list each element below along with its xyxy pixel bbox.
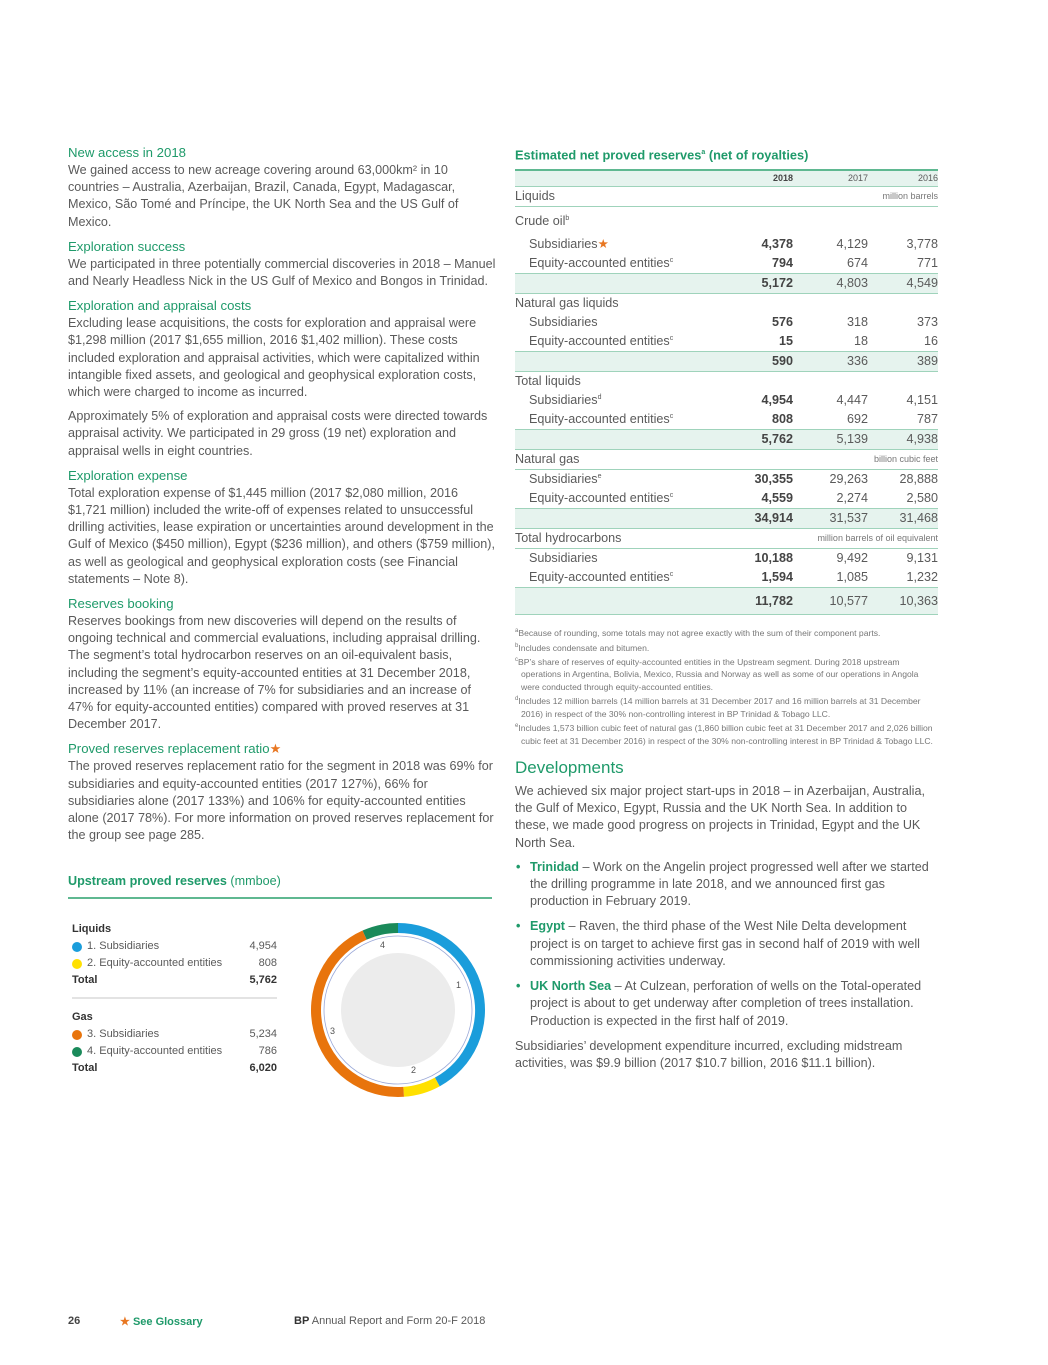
legend-total-label: Total (72, 1062, 98, 1074)
glossary-link[interactable]: ★ See Glossary (120, 1316, 203, 1328)
group-label: Total hydrocarbons (515, 529, 698, 549)
segment-label-2: 2 (411, 1065, 417, 1075)
table-row: Equity-accounted entities$^c$ 794 674 771 (529, 256, 938, 271)
unit-label: million barrels (698, 187, 938, 207)
footnote-marker: a (701, 149, 706, 156)
unit-row (515, 450, 938, 470)
total-row: 11,782 10,577 10,363 (515, 588, 938, 615)
group-row (515, 294, 938, 314)
legend-value: 5,234 (249, 1028, 277, 1040)
total-row: 34,914 31,537 31,468 (515, 509, 938, 529)
table-row: Equity-accounted entities$^c$ 15 18 16 (529, 334, 938, 349)
donut-center (341, 953, 455, 1067)
section-reserves-booking (68, 595, 496, 733)
chart-title-text: Upstream proved reserves (68, 874, 227, 888)
yellow-dot-icon (72, 959, 82, 969)
section-new-access (68, 144, 496, 231)
chart-title (68, 873, 492, 899)
group-row (515, 372, 938, 392)
total-row: 5,172 4,803 4,549 (515, 274, 938, 294)
group-row: Crude oil$^b$ (515, 214, 570, 229)
table-row: Subsidiaries★ 4,378 4,129 3,778 (529, 237, 938, 252)
page-number: 26 (68, 1315, 81, 1327)
legend-label: 2. Equity-accounted entities (87, 957, 223, 969)
legend-label: 1. Subsidiaries (87, 940, 160, 952)
group-label: Crude oil (515, 214, 566, 229)
section-paragraph: The proved reserves replacement ratio for the segment in 2018 was 69% for subsidiaries and equity-accounted entities (2017 127%), 66% for subsidiaries alone (2017 133%) and 106% for equity-accounted entities alone (2017 78%). For more information on proved reserves replacement for the group see page 285. (68, 759, 494, 843)
report-title: BP Annual Report and Form 20-F 2018 (294, 1315, 486, 1327)
legend-value: 786 (258, 1045, 277, 1057)
section-exploration-appraisal-costs (68, 297, 496, 460)
legend-total (72, 972, 277, 989)
bullet-icon: • (516, 979, 521, 994)
footnote: $^b$Includes condensate and bitumen. (515, 642, 650, 653)
group-label: Natural gas liquids (515, 296, 619, 311)
chart-legend (72, 921, 277, 1077)
legend-total-value: 5,762 (249, 974, 277, 986)
footnote: $^e$Includes 1,573 billion cubic feet of natural gas (1,860 billion cubic feet at 31 December 2017 and 2,026 billion cubic feet at 31 December 2016) in respect of the 30% non-controlling interest in BP Trinidad & Tobago LLC. (515, 723, 933, 746)
col-header-2016: 2016 (868, 170, 938, 187)
table-row: Subsidiaries$^d$ 4,954 4,447 4,151 (529, 393, 938, 408)
developments-closing: Subsidiaries’ development expenditure incurred, excluding midstream activities, was $9.9 billion (2017 $10.7 billion, 2016 $11.1 billion). (515, 1038, 903, 1070)
list-item: • UK North Sea – At Culzean, perforation of wells on the Total-operated project is about to get underway after completion of trees installation. Production is expected in the first half of 2019. (516, 979, 922, 1028)
unit-label: billion cubic feet (698, 450, 938, 470)
legend-total-value: 6,020 (249, 1062, 277, 1074)
legend-total (72, 1060, 277, 1077)
section-paragraph: Total exploration expense of $1,445 million (2017 $2,080 million, 2016 $1,721 million) included the write-off of expenses related to unsuccessful drilling activities, lease expiration or uncertainties around development in the Gulf of Mexico ($450 million), Egypt ($236 million), and others ($759 million), as well as geological and geophysical exploration costs (see Financial statements – Note 8). (68, 485, 495, 586)
table-header-row (515, 170, 938, 187)
legend-item (72, 1043, 277, 1060)
legend-group-title: Liquids (72, 923, 112, 935)
footnote: $^d$Includes 12 million barrels (14 million barrels at 31 December 2017 and 16 million barrels at 31 December 2016) in respect of the 30% non-controlling interest in BP Trinidad & Tobago LLC. (515, 696, 921, 719)
section-heading: Exploration expense (68, 467, 188, 483)
total-row: 5,762 5,139 4,938 (515, 430, 938, 450)
segment-label-3: 3 (330, 1026, 336, 1036)
col-header-2018: 2018 (698, 170, 793, 187)
section-exploration-success (68, 238, 496, 290)
heading-text: Proved reserves replacement ratio (68, 741, 270, 757)
bullet-icon: • (516, 859, 521, 874)
table-title-suffix: (net of royalties) (705, 147, 809, 163)
donut-segment-4 (365, 928, 398, 935)
table-row: Subsidiaries 10,188 9,492 9,131 (529, 551, 938, 566)
section-paragraph: We participated in three potentially commercial discoveries in 2018 – Manuel and Nearly Headless Nick in the US Gulf of Mexico and Bongos in Trinidad. (68, 256, 496, 289)
list-item: • Trinidad – Work on the Angelin project progressed well after we started the drilling programme in late 2018, and we announced first gas production in February 2019. (516, 859, 929, 909)
section-heading: Reserves booking (68, 596, 174, 612)
segment-label-1: 1 (456, 980, 462, 990)
right-column (515, 144, 938, 1079)
green-dot-icon (72, 1047, 82, 1057)
developments-title: Developments (515, 758, 624, 778)
section-heading (68, 740, 496, 758)
donut-chart (308, 920, 488, 1100)
legend-item (72, 955, 277, 972)
bullet-icon: • (516, 919, 521, 934)
developments-intro: We achieved six major project start-ups in 2018 – in Azerbaijan, Australia, the Gulf of Mexico, Egypt, Russia and the UK North Sea. In addition to these, we made good progress on projects in Trinidad, Egypt and the UK North Sea. (515, 784, 925, 850)
glossary-star-icon[interactable]: ★ (597, 237, 609, 252)
legend-item (72, 938, 277, 955)
blue-dot-icon (72, 942, 82, 952)
section-paragraph: We gained access to new acreage covering around 63,000km² in 10 countries – Australia, Azerbaijan, Brazil, Canada, Egypt, Madagascar, Mexico, São Tomé and Príncipe, the UK North Sea and the US Gulf of Mexico. (68, 163, 459, 229)
legend-label: 3. Subsidiaries (87, 1028, 160, 1040)
section-exploration-expense (68, 467, 496, 588)
unit-row (515, 187, 938, 207)
bullet-lead: Egypt (530, 919, 565, 934)
unit-label: million barrels of oil equivalent (698, 529, 938, 549)
legend-divider (72, 997, 277, 999)
table-row: Subsidiaries 576 318 373 (529, 315, 938, 330)
footnote: $^a$Because of rounding, some totals may not agree exactly with the sum of their component parts. (515, 628, 881, 639)
table-title (515, 144, 938, 164)
bullet-lead: UK North Sea (530, 979, 612, 994)
col-header-2017: 2017 (793, 170, 868, 187)
footnote: $^c$BP’s share of reserves of equity-accounted entities in the Upstream segment. During 2018 upstream operations in Argentina, Bolivia, Mexico, Russia and Norway as well as some of our operations in Angola were conducted through equity-accounted entities. (515, 656, 919, 692)
chart-unit: (mmboe) (230, 874, 281, 888)
section-paragraph: Excluding lease acquisitions, the costs for exploration and appraisal were $1,298 million (2017 $1,655 million, 2016 $1,402 million). These costs included exploration and appraisal activities, which were capitalized within intangible fixed assets, and geological and geophysical exploration costs, which were charged to income as incurred. (68, 316, 480, 400)
group-label: Total liquids (515, 374, 581, 389)
developments-list (515, 859, 938, 1030)
legend-group-title: Gas (72, 1011, 93, 1023)
section-replacement-ratio (68, 740, 496, 844)
group-label: Natural gas (515, 450, 698, 470)
bullet-lead: Trinidad (530, 859, 579, 874)
section-heading: Exploration and appraisal costs (68, 298, 252, 314)
section-heading: New access in 2018 (68, 145, 187, 160)
table-title-text: Estimated net proved reserves (515, 147, 702, 163)
reserves-table (515, 169, 938, 615)
glossary-star-icon[interactable]: ★ (269, 741, 282, 757)
segment-label-4: 4 (380, 940, 386, 950)
legend-value: 4,954 (249, 940, 277, 952)
section-heading: Exploration success (68, 238, 186, 254)
table-row: Subsidiaries$^e$ 30,355 29,263 28,888 (529, 472, 938, 487)
list-item: • Egypt – Raven, the third phase of the West Nile Delta development project is on target to achieve first gas in second half of 2019 with well commissioning activities underway. (516, 919, 920, 968)
table-row: Equity-accounted entities$^c$ 808 692 787 (529, 412, 938, 427)
glossary-star-icon: ★ (120, 1316, 130, 1328)
table-row: Equity-accounted entities$^c$ 4,559 2,274 2,580 (529, 491, 938, 506)
section-paragraph: Reserves bookings from new discoveries will depend on the results of ongoing technical and commercial evaluations, including appraisal drilling. The segment’s total hydrocarbon reserves on an oil-equivalent basis, including the segment’s equity-accounted entities at 31 December 2018, increased by 11% (an increase of 7% for subsidiaries and an increase of 47% for equity-accounted entities) compared with proved reserves at 31 December 2017. (68, 614, 481, 732)
unit-row (515, 529, 938, 549)
section-paragraph: Approximately 5% of exploration and appraisal costs were directed towards appraisal activity. We participated in 29 gross (19 net) exploration and appraisal wells in eight countries. (68, 409, 488, 458)
group-label: Liquids (515, 187, 698, 207)
table-row: Equity-accounted entities$^c$ 1,594 1,085 1,232 (529, 570, 938, 585)
total-row: 590 336 389 (515, 352, 938, 372)
left-column (68, 144, 496, 852)
table-footnotes (515, 625, 938, 747)
orange-dot-icon (72, 1030, 82, 1040)
legend-label: 4. Equity-accounted entities (87, 1045, 223, 1057)
legend-total-label: Total (72, 974, 98, 986)
legend-item (72, 1026, 277, 1043)
legend-value: 808 (258, 957, 277, 969)
